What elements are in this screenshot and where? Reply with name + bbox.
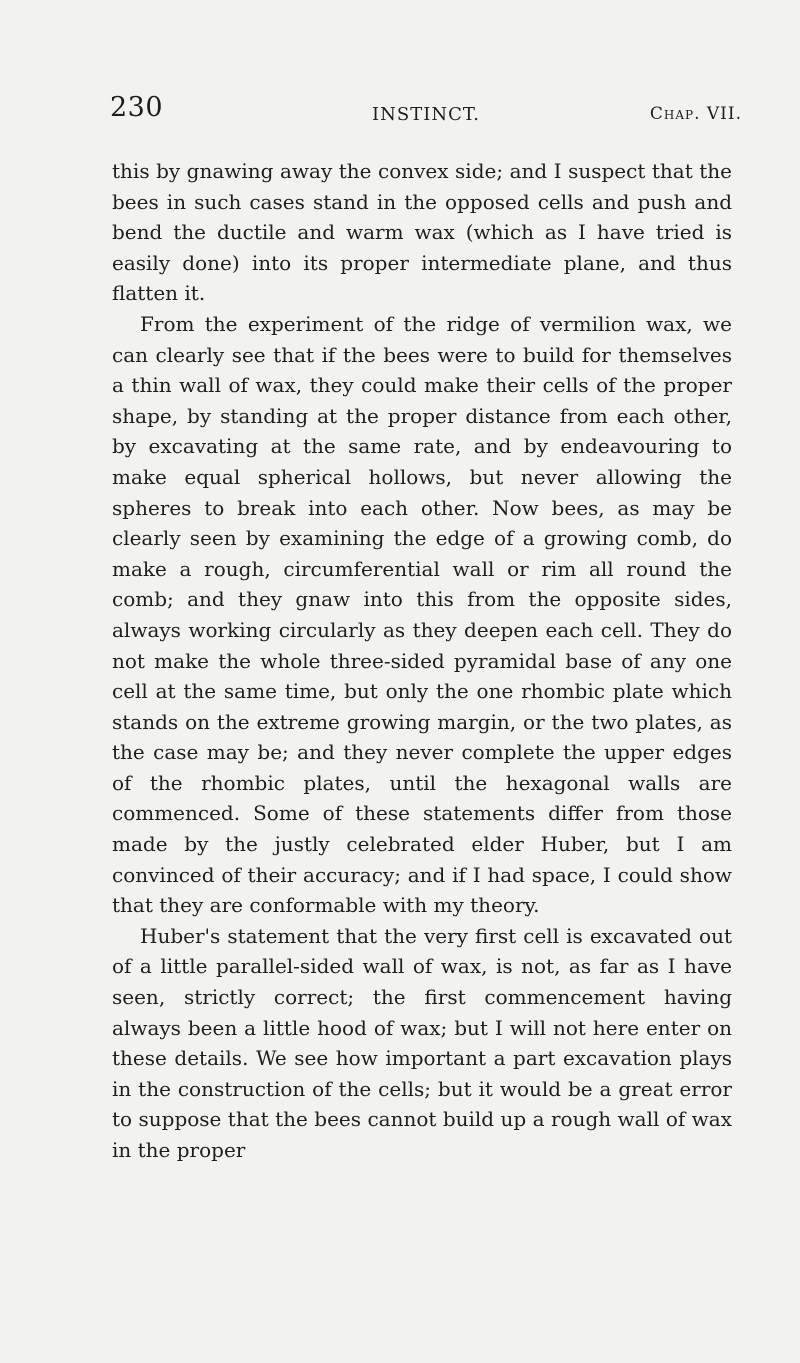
body-text <box>112 156 732 1166</box>
page-number: 230 <box>110 92 164 123</box>
paragraph-continued: this by gnawing away the convex side; and I suspect that the bees in such cases stand in the opposed cells and push and bend the ductile and warm wax (which as I have tried is easily done) into its proper intermediate plane, and thus flatten it. <box>112 159 732 306</box>
page-header <box>110 92 742 132</box>
chapter-label: Chap. VII. <box>649 104 742 124</box>
paragraph-huber-statement: Huber's statement that the very first cell is excavated out of a little parallel-sided wall of wax, is not, as far as I have seen, strictly correct; the first commencement having always been a little hood of wax; but I will not here enter on these details. We see how important a part excavation plays in the construction of the cells; but it would be a great error to suppose that the bees cannot build up a rough wall of wax in the proper <box>112 923 732 1162</box>
paragraph-vermilion-experiment: From the experiment of the ridge of vermilion wax, we can clearly see that if the bees were to build for themselves a thin wall of wax, they could make their cells of the proper shape, by standing at the proper distance from each other, by excavating at the same rate, and by endeavouring to make equal spherical hollows, but never allowing the spheres to break into each other. Now bees, as may be clearly seen by examining the edge of a growing comb, do make a rough, circumferential wall or rim all round the comb; and they gnaw into this from the opposite sides, always working circularly as they deepen each cell. They do not make the whole three-sided pyramidal base of any one cell at the same time, but only the one rhombic plate which stands on the extreme growing margin, or the two plates, as the case may be; and they never complete the upper edges of the rhombic plates, until the hexagonal walls are commenced. Some of these statements differ from those made by the justly celebrated elder Huber, but I am convinced of their accuracy; and if I had space, I could show that they are conformable with my theory. <box>112 311 732 918</box>
running-title: INSTINCT. <box>372 104 480 125</box>
